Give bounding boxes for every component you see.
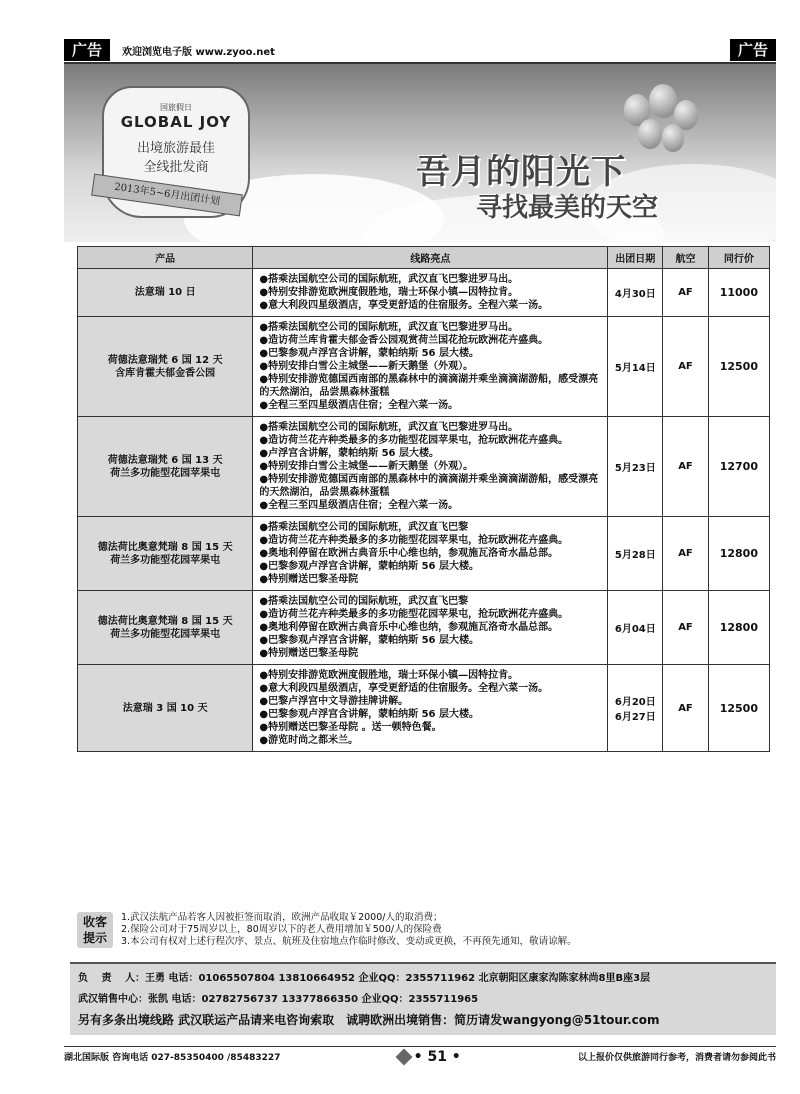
table-row	[78, 517, 770, 591]
diamond-icon	[395, 1048, 412, 1065]
banner-slogan	[416, 144, 658, 224]
page-number	[398, 1049, 461, 1065]
highlight-item: ●特别赠送巴黎圣母院	[259, 574, 359, 585]
highlight-item: ●意大利段四星级酒店，享受更舒适的住宿服务。全程六菜一汤。	[259, 683, 549, 694]
highlights-cell	[253, 417, 608, 517]
highlight-item: ●搭乘法国航空公司的国际航班，武汉直飞巴黎进罗马出。	[259, 322, 519, 333]
notes-tag-line1: 收客	[82, 915, 107, 929]
table-row	[78, 317, 770, 417]
ad-label-right: 广告	[730, 39, 776, 61]
highlight-item: ●特别赠送巴黎圣母院 。送一顿特色餐。	[259, 722, 442, 733]
departure-date: 6月04日	[614, 624, 656, 635]
price-cell: 11000	[708, 269, 769, 317]
highlights-cell	[253, 591, 608, 665]
departure-date: 6月27日	[614, 712, 656, 723]
product-cell	[78, 517, 253, 591]
ad-label-left: 广告	[64, 39, 110, 61]
departure-date: 5月28日	[614, 550, 656, 561]
product-name: 含库肯霍夫郁金香公园	[115, 367, 216, 379]
product-cell	[78, 665, 253, 752]
price-cell: 12500	[708, 665, 769, 752]
highlights-cell	[253, 269, 608, 317]
highlight-item: ●特别安排游览德国西南部的黑森林中的滴滴湖并乘坐滴滴湖游船，感受漂亮的天然湖泊，品尝黑森林蛋糕	[259, 474, 599, 498]
highlights-cell	[253, 665, 608, 752]
product-name: 法意瑞 10 日	[134, 287, 196, 298]
departure-date: 4月30日	[614, 289, 656, 300]
airline-cell: AF	[663, 317, 708, 417]
tour-table	[77, 246, 770, 752]
note-item: 1.武汉法航产品若客人因被拒签而取消，欧洲产品收取￥2000/人的取消费；	[121, 912, 443, 923]
highlight-item: ●全程三至四星级酒店住宿；全程六菜一汤。	[259, 500, 459, 511]
page-number-text: • 51 •	[413, 1048, 461, 1065]
date-cell	[608, 591, 663, 665]
header-airline: 航空	[663, 247, 708, 269]
highlight-item: ●特别安排游览欧洲度假胜地，瑞士环保小镇—因特拉肯。	[259, 287, 519, 298]
departure-date: 6月20日	[614, 697, 656, 708]
table-row	[78, 665, 770, 752]
highlights-cell	[253, 317, 608, 417]
top-bar	[64, 38, 776, 64]
date-cell	[608, 317, 663, 417]
product-name: 德法荷比奥意梵瑞 8 国 15 天	[97, 615, 233, 627]
product-cell	[78, 317, 253, 417]
table-row	[78, 591, 770, 665]
airline-cell: AF	[663, 591, 708, 665]
highlight-item: ●造访荷兰花卉种类最多的多功能型花园苹果屯，抢玩欧洲花卉盛典。	[259, 535, 569, 546]
product-name: 荷兰多功能型花园苹果屯	[110, 467, 221, 479]
highlights-cell	[253, 517, 608, 591]
price-cell: 12500	[708, 317, 769, 417]
product-cell	[78, 269, 253, 317]
product-name: 荷德法意瑞梵 6 国 13 天	[107, 454, 223, 466]
airline-cell: AF	[663, 665, 708, 752]
highlight-item: ●奥地利停留在欧洲古典音乐中心维也纳，参观施瓦洛奇水晶总部。	[259, 622, 559, 633]
price-cell: 12800	[708, 591, 769, 665]
contact-wuhan: 武汉销售中心：张凯 电话：02782756737 13377866350 企业QQ：2355711965	[78, 994, 479, 1005]
product-name: 法意瑞 3 国 10 天	[122, 702, 208, 714]
price-cell: 12700	[708, 417, 769, 517]
table-header-row	[78, 247, 770, 269]
contact-manager: 负 责 人：王勇 电话：01065507804 13810664952 企业QQ：2355711962 北京朝阳区康家沟陈家林尚8里B座3层	[78, 973, 651, 984]
slogan-line1: 吾月的阳光下	[416, 152, 626, 192]
highlight-item: ●奥地利停留在欧洲古典音乐中心维也纳，参观施瓦洛奇水晶总部。	[259, 548, 559, 559]
slogan-line2: 寻找最美的天空	[476, 193, 659, 223]
airline-cell: AF	[663, 269, 708, 317]
balloon-icon	[662, 124, 684, 152]
product-name: 荷兰多功能型花园苹果屯	[110, 554, 221, 566]
note-item: 3.本公司有权对上述行程次序、景点、航班及住宿地点作临时修改、变动或更换，不再预先通知，敬请谅解。	[121, 936, 577, 947]
highlight-item: ●搭乘法国航空公司的国际航班，武汉直飞巴黎进罗马出。	[259, 422, 519, 433]
table-row	[78, 417, 770, 517]
highlight-item: ●卢浮宫含讲解，蒙帕纳斯 56 层大楼。	[259, 448, 439, 459]
product-name: 荷德法意瑞梵 6 国 12 天	[107, 354, 223, 366]
page-footer	[64, 1046, 776, 1066]
date-cell	[608, 417, 663, 517]
notes-tag	[77, 912, 113, 948]
header-product: 产品	[78, 247, 253, 269]
header-price: 同行价	[708, 247, 769, 269]
contact-recruit: 另有多条出境线路 武汉联运产品请来电咨询索取 诚聘欧洲出境销售：简历请发wangyong@51tour.com	[78, 1013, 660, 1027]
price-cell: 12800	[708, 517, 769, 591]
highlight-item: ●巴黎卢浮宫中文导游挂牌讲解。	[259, 696, 409, 707]
highlight-item: ●巴黎参观卢浮宫含讲解，蒙帕纳斯 56 层大楼。	[259, 709, 479, 720]
highlight-item: ●巴黎参观卢浮宫含讲解，蒙帕纳斯 56 层大楼。	[259, 635, 479, 646]
header-highlights: 线路亮点	[253, 247, 608, 269]
highlight-item: ●搭乘法国航空公司的国际航班，武汉直飞巴黎进罗马出。	[259, 274, 519, 285]
airline-cell: AF	[663, 417, 708, 517]
highlight-item: ●造访荷兰库肯霍夫郁金香公园观赏荷兰国花抢玩欧洲花卉盛典。	[259, 335, 549, 346]
table-row	[78, 269, 770, 317]
footer-left: 湖北国际版 咨询电话 027-85350400 /85483227	[64, 1053, 281, 1063]
highlight-item: ●特别赠送巴黎圣母院	[259, 648, 359, 659]
balloon-icon	[649, 84, 677, 118]
brand-small: 国旅假日	[160, 103, 192, 112]
highlight-item: ●巴黎参观卢浮宫含讲解，蒙帕纳斯 56 层大楼。	[259, 348, 479, 359]
header-date: 出团日期	[608, 247, 663, 269]
site-link[interactable]: 欢迎浏览电子版 www.zyoo.net	[122, 46, 275, 58]
departure-date: 5月23日	[614, 463, 656, 474]
departure-date: 5月14日	[614, 363, 656, 374]
date-cell	[608, 517, 663, 591]
contact-panel	[70, 962, 776, 1035]
badge-line2: 全线批发商	[143, 160, 209, 175]
highlight-item: ●巴黎参观卢浮宫含讲解，蒙帕纳斯 56 层大楼。	[259, 561, 479, 572]
footer-right: 以上报价仅供旅游同行参考，消费者请勿参阅此书	[577, 1053, 776, 1063]
badge-line1: 出境旅游最佳	[136, 141, 215, 156]
booking-notes	[77, 912, 770, 948]
product-name: 德法荷比奥意梵瑞 8 国 15 天	[97, 541, 233, 553]
highlight-item: ●造访荷兰花卉种类最多的多功能型花园苹果屯，抢玩欧洲花卉盛典。	[259, 435, 569, 446]
highlight-item: ●特别安排白雪公主城堡——新天鹅堡（外观）。	[259, 461, 474, 472]
airline-cell: AF	[663, 517, 708, 591]
highlight-item: ●特别安排游览德国西南部的黑森林中的滴滴湖并乘坐滴滴湖游船，感受漂亮的天然湖泊，品尝黑森林蛋糕	[259, 374, 599, 398]
product-cell	[78, 417, 253, 517]
highlight-item: ●搭乘法国航空公司的国际航班，武汉直飞巴黎	[259, 596, 469, 607]
highlight-item: ●意大利段四星级酒店，享受更舒适的住宿服务。全程六菜一汤。	[259, 300, 549, 311]
date-cell	[608, 665, 663, 752]
highlight-item: ●游览时尚之都米兰。	[259, 735, 359, 746]
notes-list	[121, 912, 577, 948]
highlight-item: ●造访荷兰花卉种类最多的多功能型花园苹果屯，抢玩欧洲花卉盛典。	[259, 609, 569, 620]
brand-logo: GLOBAL JOY	[120, 113, 232, 131]
note-item: 2.保险公司对于75周岁以上，80周岁以下的老人费用增加￥500/人的保险费	[121, 924, 442, 935]
highlight-item: ●特别安排白雪公主城堡——新天鹅堡（外观）。	[259, 361, 474, 372]
product-name: 荷兰多功能型花园苹果屯	[110, 628, 221, 640]
banner	[64, 64, 776, 242]
highlight-item: ●特别安排游览欧洲度假胜地，瑞士环保小镇—因特拉肯。	[259, 670, 519, 681]
date-cell	[608, 269, 663, 317]
product-cell	[78, 591, 253, 665]
highlight-item: ●全程三至四星级酒店住宿；全程六菜一汤。	[259, 400, 459, 411]
badge-ribbon: 2013年5~6月出团计划	[91, 174, 243, 217]
highlight-item: ●搭乘法国航空公司的国际航班，武汉直飞巴黎	[259, 522, 469, 533]
notes-tag-line2: 提示	[82, 931, 107, 945]
